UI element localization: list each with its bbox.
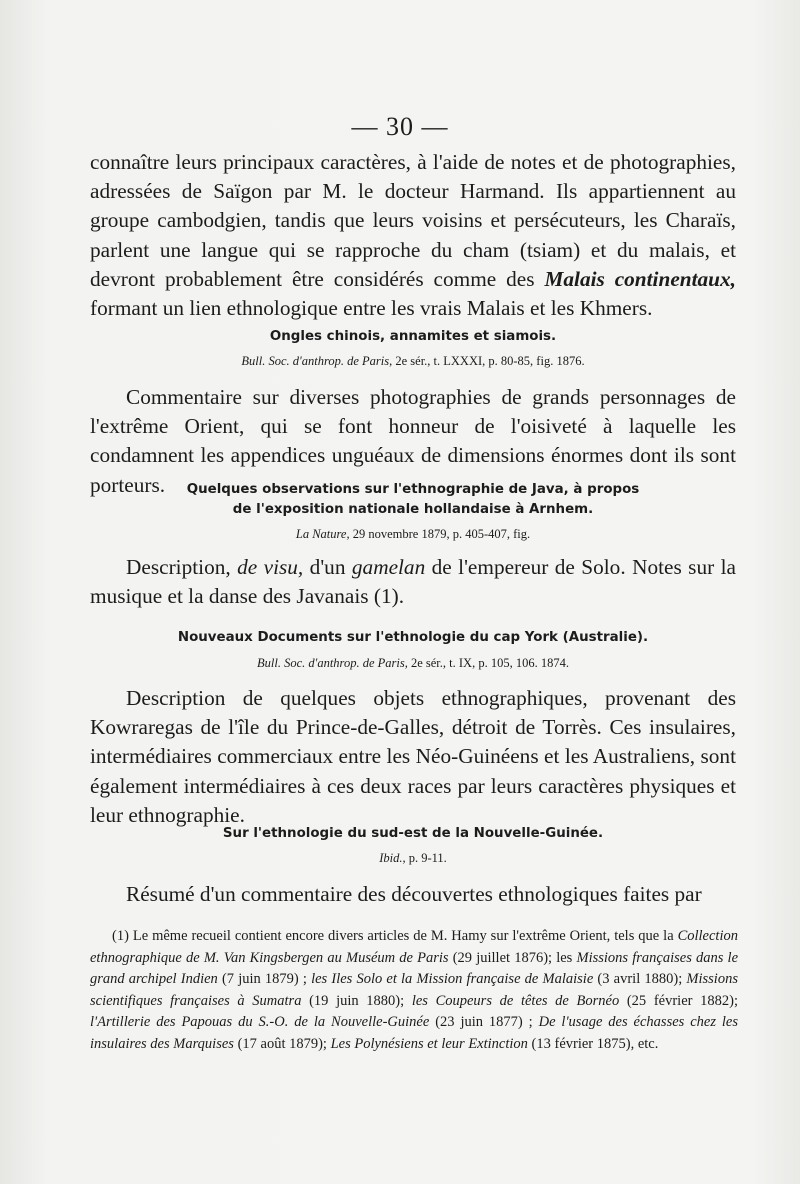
section-ongles — [90, 327, 736, 500]
intro-emphasis: Malais continentaux, — [544, 266, 736, 291]
reference-details: 2e sér., t. IX, p. 105, 106. 1874. — [407, 656, 569, 670]
body-emphasis: de visu, — [237, 555, 304, 579]
footnote — [90, 926, 738, 1056]
section-body: Commentaire sur diverses photographies de grands personnages de l'extrême Orient, qui se font honneur de l'oisiveté à laquelle les condamnent les appendices unguéaux de dimensions énormes dont ils sont porteurs. — [90, 385, 736, 497]
footnote-text: (25 février 1882); — [619, 992, 738, 1009]
footnote-text: (29 juillet 1876); les — [448, 949, 577, 966]
footnote-title: les Coupeurs de têtes de Bornéo — [411, 992, 620, 1009]
reference-details: 29 novembre 1879, p. 405-407, fig. — [349, 527, 531, 541]
footnote-text: (7 juin 1879) ; — [217, 971, 312, 988]
footnote-text: (17 août 1879); — [233, 1035, 331, 1052]
footnote-title: Missions scientifiques françaises à Sumatra — [90, 971, 738, 1009]
reference-journal: La Nature, — [295, 527, 350, 541]
footnote-title: De l'usage des échasses chez les insulaires des Marquises — [90, 1014, 738, 1052]
section-title: Nouveaux Documents sur l'ethnologie du cap York (Australie). — [177, 630, 649, 645]
section-nouvelle-guinee — [90, 824, 736, 909]
footnote-title: Missions françaises dans le grand archipel Indien — [90, 949, 739, 988]
footnote-text: (19 juin 1880); — [301, 992, 412, 1009]
reference-journal: Bull. Soc. d'anthrop. de Paris, — [257, 656, 408, 670]
section-reference — [90, 525, 736, 543]
section-body: Description de quelques objets ethnographiques, provenant des Kowraregas de l'île du Prince-de-Galles, détroit de Torrès. Ces insulaires, intermédiaires commerciaux entre les Néo-Guinéens et les Australiens, sont également intermédiaires à ces deux races par leurs caractères physiques et leur ethnographie. — [90, 686, 736, 827]
section-title: Sur l'ethnologie du sud-est de la Nouvelle-Guinée. — [222, 826, 604, 841]
body-emphasis: gamelan — [351, 555, 426, 579]
section-body: Résumé d'un commentaire des découvertes ethnologiques faites par — [126, 882, 702, 906]
intro-paragraph — [90, 148, 736, 323]
footnote-title: l'Artillerie des Papouas du S.-O. de la Nouvelle-Guinée — [90, 1014, 430, 1031]
footnote-title: les Iles Solo et la Mission française de Malaisie — [311, 971, 594, 988]
section-body — [90, 553, 736, 611]
footnote-title: Les Polynésiens et leur Extinction — [330, 1035, 528, 1052]
footnote-text: (3 avril 1880); — [593, 971, 687, 988]
reference-details: p. 9-11. — [405, 851, 447, 865]
section-java — [90, 480, 736, 611]
body-text: Description, — [126, 555, 238, 579]
body-text: de l'empereur de Solo. Notes sur la musique et la danse des Javanais (1). — [90, 555, 736, 609]
reference-journal: Bull. Soc. d'anthrop. de Paris, — [241, 354, 393, 368]
section-reference — [90, 849, 736, 867]
section-reference — [90, 352, 736, 370]
page-number: — 30 — — [351, 112, 449, 141]
reference-details: 2e sér., t. LXXXI, p. 80-85, fig. 1876. — [392, 354, 585, 368]
section-title-line-2: de l'exposition nationale hollandaise à Arnhem. — [232, 502, 594, 517]
intro-text: connaître leurs principaux caractères, à l'aide de notes et de photographies, adressées de Saïgon par M. le docteur Harmand. Ils appartiennent au groupe cambodgien, tandis que leurs voisins et persécuteurs, les Charaïs, parlent une langue qui se rapproche du cham (tsiam) et du malais, et devront probablement être considérés comme des — [90, 150, 736, 291]
section-reference — [90, 654, 736, 672]
section-cap-york — [90, 628, 736, 830]
section-title: Ongles chinois, annamites et siamois. — [269, 329, 557, 344]
intro-text-end: formant un lien ethnologique entre les vrais Malais et les Khmers. — [90, 296, 653, 321]
footnote-text: (23 juin 1877) ; — [429, 1014, 539, 1031]
footnote-text: (13 février 1875), etc. — [527, 1035, 659, 1052]
reference-journal: Ibid., — [379, 851, 406, 865]
intro-paragraph-block — [90, 148, 736, 323]
footnote-title: Collection ethnographique de M. Van Kingsbergen au Muséum de Paris — [90, 928, 738, 966]
section-title-line-1: Quelques observations sur l'ethnographie de Java, à propos — [186, 482, 640, 497]
footnote-text: (1) Le même recueil contient encore divers articles de M. Hamy sur l'extrême Orient, tels que la — [112, 928, 678, 944]
body-text: d'un — [303, 555, 352, 579]
